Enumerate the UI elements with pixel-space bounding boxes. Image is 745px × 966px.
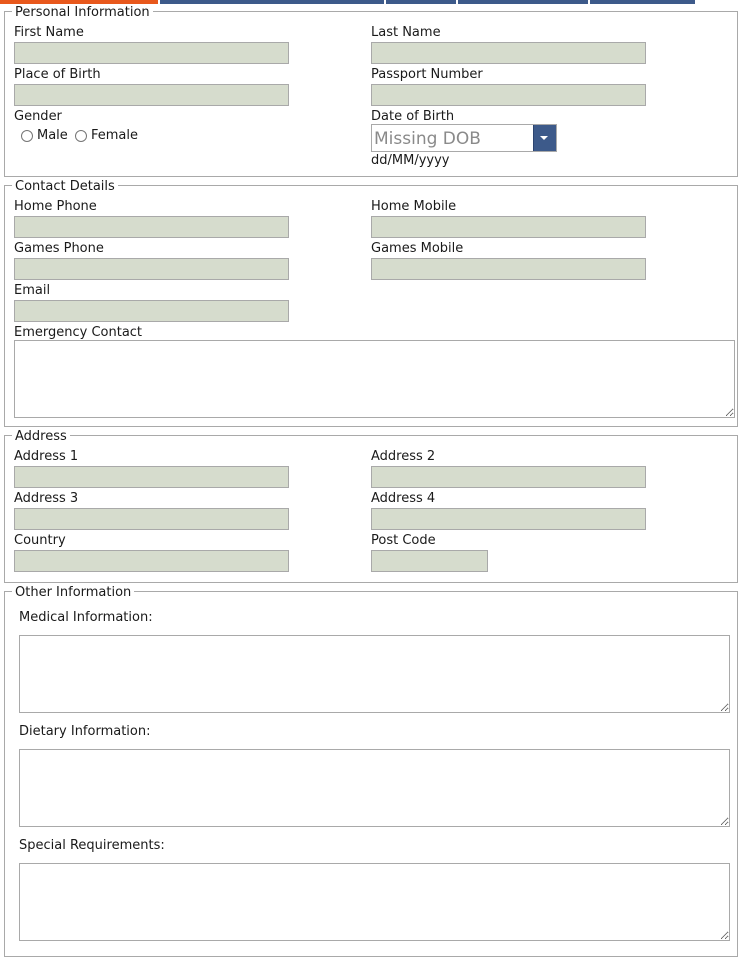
gender-female-label: Female	[91, 128, 139, 143]
passport-number-label: Passport Number	[371, 67, 483, 82]
address-1-input[interactable]	[14, 466, 289, 488]
address-4-input[interactable]	[371, 508, 646, 530]
tab-4[interactable]	[458, 0, 588, 4]
tab-3[interactable]	[386, 0, 456, 4]
place-of-birth-label: Place of Birth	[14, 67, 101, 82]
gender-male-option[interactable]	[21, 128, 68, 143]
gender-male-radio[interactable]	[21, 130, 33, 142]
first-name-label: First Name	[14, 25, 84, 40]
tab-active[interactable]	[0, 0, 158, 4]
medical-information-label: Medical Information:	[19, 610, 153, 625]
dietary-information-textarea[interactable]	[19, 749, 730, 827]
home-mobile-input[interactable]	[371, 216, 646, 238]
games-mobile-label: Games Mobile	[371, 241, 464, 256]
gender-label: Gender	[14, 109, 62, 124]
tab-5[interactable]	[590, 0, 695, 4]
games-phone-input[interactable]	[14, 258, 289, 280]
emergency-contact-label: Emergency Contact	[14, 325, 143, 340]
chevron-down-icon	[540, 136, 548, 140]
address-2-label: Address 2	[371, 449, 436, 464]
first-name-input[interactable]	[14, 42, 289, 64]
tab-2[interactable]	[160, 0, 384, 4]
contact-details-legend: Contact Details	[12, 179, 118, 194]
post-code-input[interactable]	[371, 550, 488, 572]
home-mobile-label: Home Mobile	[371, 199, 457, 214]
last-name-label: Last Name	[371, 25, 441, 40]
date-of-birth-label: Date of Birth	[371, 109, 455, 124]
address-3-input[interactable]	[14, 508, 289, 530]
address-1-label: Address 1	[14, 449, 79, 464]
home-phone-label: Home Phone	[14, 199, 97, 214]
country-label: Country	[14, 533, 66, 548]
dietary-information-label: Dietary Information:	[19, 724, 151, 739]
gender-male-label: Male	[37, 128, 68, 143]
date-of-birth-dropdown-button[interactable]	[533, 125, 556, 151]
emergency-contact-textarea[interactable]	[14, 340, 735, 418]
gender-female-radio[interactable]	[75, 130, 87, 142]
games-phone-label: Games Phone	[14, 241, 104, 256]
address-4-label: Address 4	[371, 491, 436, 506]
tab-strip	[0, 0, 745, 4]
last-name-input[interactable]	[371, 42, 646, 64]
post-code-label: Post Code	[371, 533, 436, 548]
address-legend: Address	[12, 429, 70, 444]
date-of-birth-value[interactable]: Missing DOB	[374, 129, 481, 149]
email-input[interactable]	[14, 300, 289, 322]
personal-information-legend: Personal Information	[12, 5, 153, 20]
medical-information-textarea[interactable]	[19, 635, 730, 713]
passport-number-input[interactable]	[371, 84, 646, 106]
other-information-legend: Other Information	[12, 585, 134, 600]
place-of-birth-input[interactable]	[14, 84, 289, 106]
country-input[interactable]	[14, 550, 289, 572]
games-mobile-input[interactable]	[371, 258, 646, 280]
date-of-birth-format-hint: dd/MM/yyyy	[371, 153, 450, 168]
address-2-input[interactable]	[371, 466, 646, 488]
home-phone-input[interactable]	[14, 216, 289, 238]
special-requirements-textarea[interactable]	[19, 863, 730, 941]
special-requirements-label: Special Requirements:	[19, 838, 165, 853]
gender-female-option[interactable]	[75, 128, 138, 143]
email-label: Email	[14, 283, 51, 298]
address-3-label: Address 3	[14, 491, 79, 506]
date-of-birth-picker[interactable]	[371, 124, 557, 152]
